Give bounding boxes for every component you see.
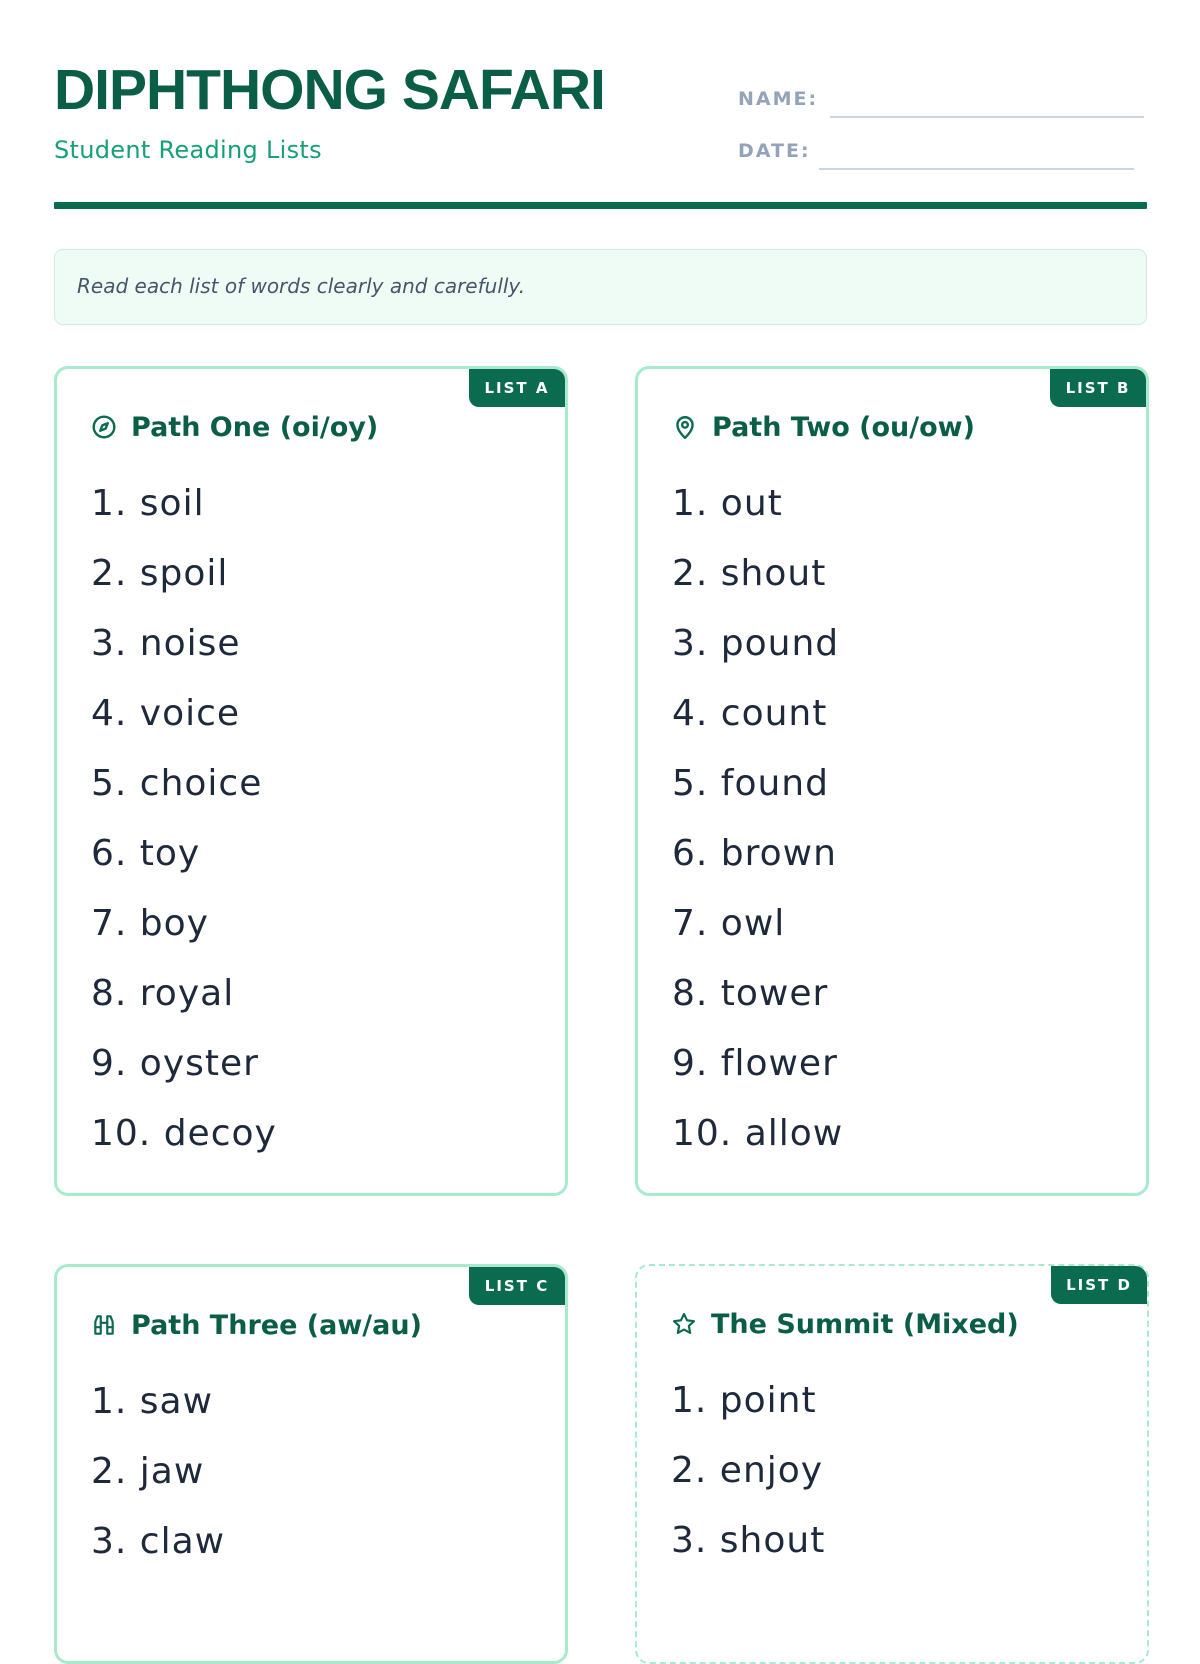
name-label: NAME:	[738, 88, 819, 110]
word-item: 10. allow	[672, 1113, 844, 1154]
instruction-text: Read each list of words clearly and carefully.	[77, 274, 526, 298]
star-icon	[671, 1311, 697, 1337]
word-item: 5. choice	[91, 763, 263, 804]
word-item: 9. flower	[672, 1043, 838, 1084]
list-title-text: Path Three (aw/au)	[131, 1309, 422, 1341]
date-field[interactable]	[819, 168, 1134, 170]
list-badge-d: LIST D	[1051, 1266, 1147, 1304]
date-label: DATE:	[738, 140, 811, 162]
word-item: 6. toy	[91, 833, 201, 874]
word-item: 2. enjoy	[671, 1450, 824, 1491]
list-card-a	[54, 366, 568, 1196]
word-item: 3. noise	[91, 623, 241, 664]
word-item: 1. point	[671, 1380, 817, 1421]
word-item: 5. found	[672, 763, 829, 804]
word-item: 3. shout	[671, 1520, 826, 1561]
list-title-a	[91, 407, 378, 447]
map-pin-icon	[672, 414, 698, 440]
word-list-d	[671, 1366, 825, 1576]
list-title-text: The Summit (Mixed)	[711, 1308, 1019, 1340]
list-badge-a: LIST A	[469, 369, 565, 407]
instruction-box	[54, 249, 1147, 325]
word-item: 2. spoil	[91, 553, 229, 594]
word-item: 2. jaw	[91, 1451, 205, 1492]
list-card-c	[54, 1264, 568, 1664]
header-divider	[54, 202, 1147, 209]
word-item: 4. voice	[91, 693, 241, 734]
list-title-b	[672, 407, 975, 447]
list-title-c	[91, 1305, 422, 1345]
word-item: 6. brown	[672, 833, 837, 874]
word-item: 3. claw	[91, 1521, 226, 1562]
word-list-b	[672, 469, 843, 1169]
word-item: 1. out	[672, 483, 783, 524]
list-badge-b: LIST B	[1050, 369, 1146, 407]
list-title-text: Path One (oi/oy)	[131, 411, 379, 443]
word-item: 7. boy	[91, 903, 209, 944]
worksheet-header	[54, 58, 1147, 208]
word-item: 7. owl	[672, 903, 786, 944]
list-title-d	[671, 1304, 1019, 1344]
word-item: 8. tower	[672, 973, 829, 1014]
page-subtitle: Student Reading Lists	[54, 136, 322, 164]
word-item: 4. count	[672, 693, 828, 734]
word-item: 1. saw	[91, 1381, 214, 1422]
list-title-text: Path Two (ou/ow)	[712, 411, 975, 443]
list-badge-c: LIST C	[469, 1267, 565, 1305]
list-card-d	[635, 1264, 1149, 1664]
word-item: 10. decoy	[91, 1113, 277, 1154]
compass-icon	[91, 414, 117, 440]
word-item: 9. oyster	[91, 1043, 259, 1084]
binoculars-icon	[91, 1312, 117, 1338]
word-item: 1. soil	[91, 483, 205, 524]
name-field[interactable]	[830, 116, 1144, 118]
word-list-a	[91, 469, 277, 1169]
word-item: 2. shout	[672, 553, 827, 594]
word-list-c	[91, 1367, 225, 1577]
page-title: DIPHTHONG SAFARI	[54, 58, 605, 122]
list-card-b	[635, 366, 1149, 1196]
word-item: 8. royal	[91, 973, 235, 1014]
word-item: 3. pound	[672, 623, 840, 664]
